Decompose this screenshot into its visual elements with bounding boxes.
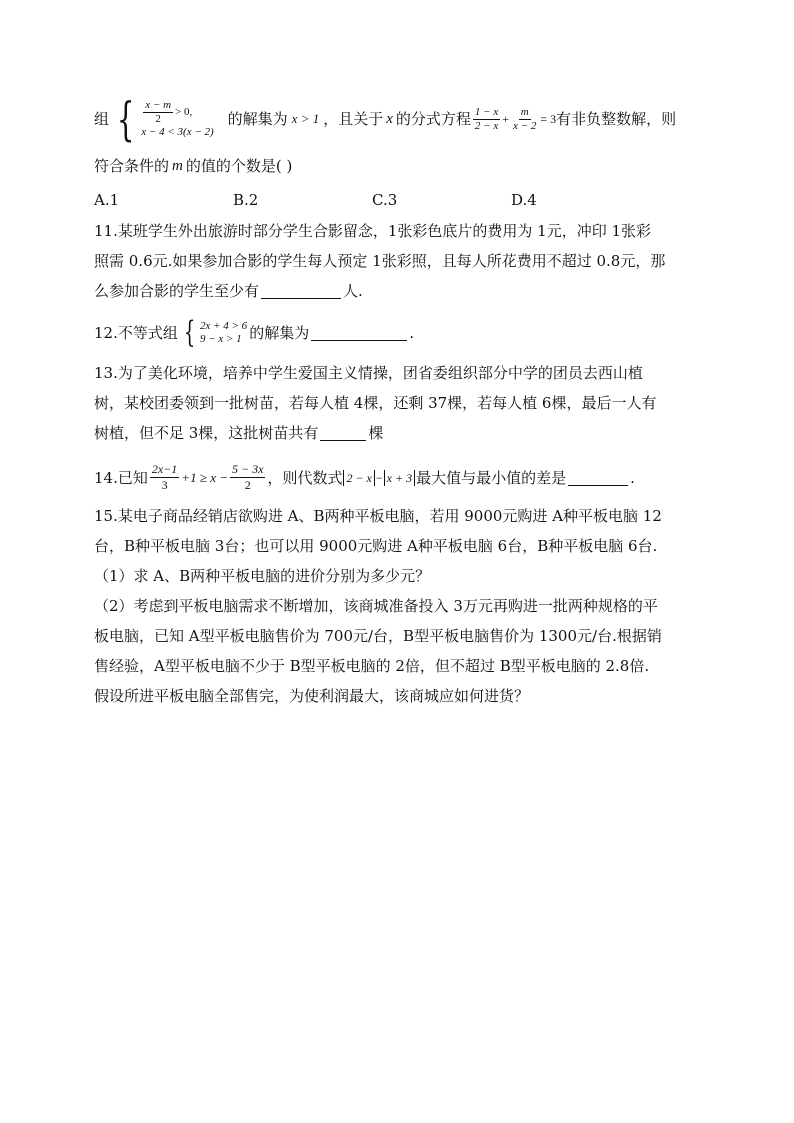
q10-condition: x > 1 (291, 111, 320, 126)
q10-prefix: 组 (94, 110, 110, 128)
q15 (94, 501, 696, 711)
q15-line1: 15.某电子商品经销店欲购进 A、B两种平板电脑，若用 9000元购进 A种平板电脑 12 (94, 507, 662, 525)
q14-abs-1: 2 − x (343, 470, 374, 486)
q10-sys-row2: x − 4 < 3(x − 2) (141, 126, 214, 138)
q12: 12.不等式组 { 2x + 4 > 6 9 − x > 1 的解集为 . (94, 315, 414, 350)
q13-line2: 树，某校团委领到一批树苗，若每人植 4棵，还剩 37棵，若每人植 6棵，最后一人有 (94, 394, 657, 412)
brace-icon: { (116, 92, 135, 146)
q13 (94, 358, 696, 448)
q11 (94, 216, 696, 306)
brace-icon: { (183, 315, 196, 350)
q14-fraction-2: $\frac{5 - 3x}{2}$ (232, 462, 264, 492)
q15-line2: 台，B种平板电脑 3台；也可以用 9000元购进 A种平板电脑 6台，B种平板电脑 6台. (94, 537, 658, 555)
q13-line1: 13.为了美化环境，培养中学生爱国主义情操，团省委组织部分中学的团员去西山植 (94, 364, 643, 382)
q10-option-a: A.1 (94, 191, 120, 209)
q15-part2-line1: （2）考虑到平板电脑需求不断增加，该商城准备投入 3万元再购进一批两种规格的平 (94, 597, 658, 615)
q13-answer-blank[interactable] (320, 425, 366, 441)
q10-options (94, 190, 696, 210)
q11-line3: 么参加合影的学生至少有 人. (94, 282, 363, 300)
q12-inequality-system: { 2x + 4 > 6 9 − x > 1 (183, 315, 248, 350)
q10-option-b: B.2 (233, 191, 259, 209)
q15-part2-line3: 售经验，A型平板电脑不少于 B型平板电脑的 2倍，但不超过 B型平板电脑的 2.8倍. (94, 657, 650, 675)
q14-abs-2: x + 3 (384, 470, 415, 486)
q12-answer-blank[interactable] (311, 325, 407, 341)
q13-line3: 树植，但不足 3棵，这批树苗共有 棵 (94, 424, 384, 442)
q14-fraction-1: $\frac{2x-1}{3}$ (151, 462, 178, 492)
q15-part2-line4: 假设所进平板电脑全部售完，为使利润最大，该商城应如何进货？ (94, 687, 530, 705)
q10-line1: 组 { $\frac{x - m}{2}$ > 0, x − 4 < 3(x − 2) 的解集为 x > 1 ，且关于 x 的分式方程 $\frac{1 - x}{2 - x}$ + $\frac{m}{x - 2}$ = 3 有非负整数解，则 (94, 92, 677, 146)
q15-part1: （1）求 A、B两种平板电脑的进价分别为多少元？ (94, 567, 431, 585)
q10-option-d: D.4 (511, 191, 537, 209)
q14: 14.已知 $\frac{2x-1}{3}$ +1 ≥ x − $\frac{5 - 3x}{2}$ ，则代数式 2 − x − x + 3 最大值与最小值的差是 . (94, 462, 635, 492)
q11-line1: 11.某班学生外出旅游时部分学生合影留念，1张彩色底片的费用为 1元，冲印 1张彩 (94, 222, 652, 240)
q10-inequality-system: { $\frac{x - m}{2}$ > 0, x − 4 < 3(x − 2) (116, 92, 214, 146)
q15-part2-line2: 板电脑，已知 A型平板电脑售价为 700元/台，B型平板电脑售价为 1300元/台.根据销 (94, 627, 662, 645)
q11-answer-blank[interactable] (261, 283, 341, 299)
q10-option-c: C.3 (372, 191, 398, 209)
q10-sys-fraction: $\frac{x - m}{2}$ (145, 99, 172, 125)
q10-fraction-2: $\frac{m}{x - 2}$ (513, 105, 537, 132)
q10-line2: 符合条件的 m 的值的个数是( ) (94, 157, 293, 175)
q14-answer-blank[interactable] (568, 470, 628, 486)
q10-fraction-1: $\frac{1 - x}{2 - x}$ (474, 105, 499, 132)
q11-line2: 照需 0.6元.如果参加合影的学生每人预定 1张彩照，且每人所花费用不超过 0.8元，那 (94, 252, 666, 270)
